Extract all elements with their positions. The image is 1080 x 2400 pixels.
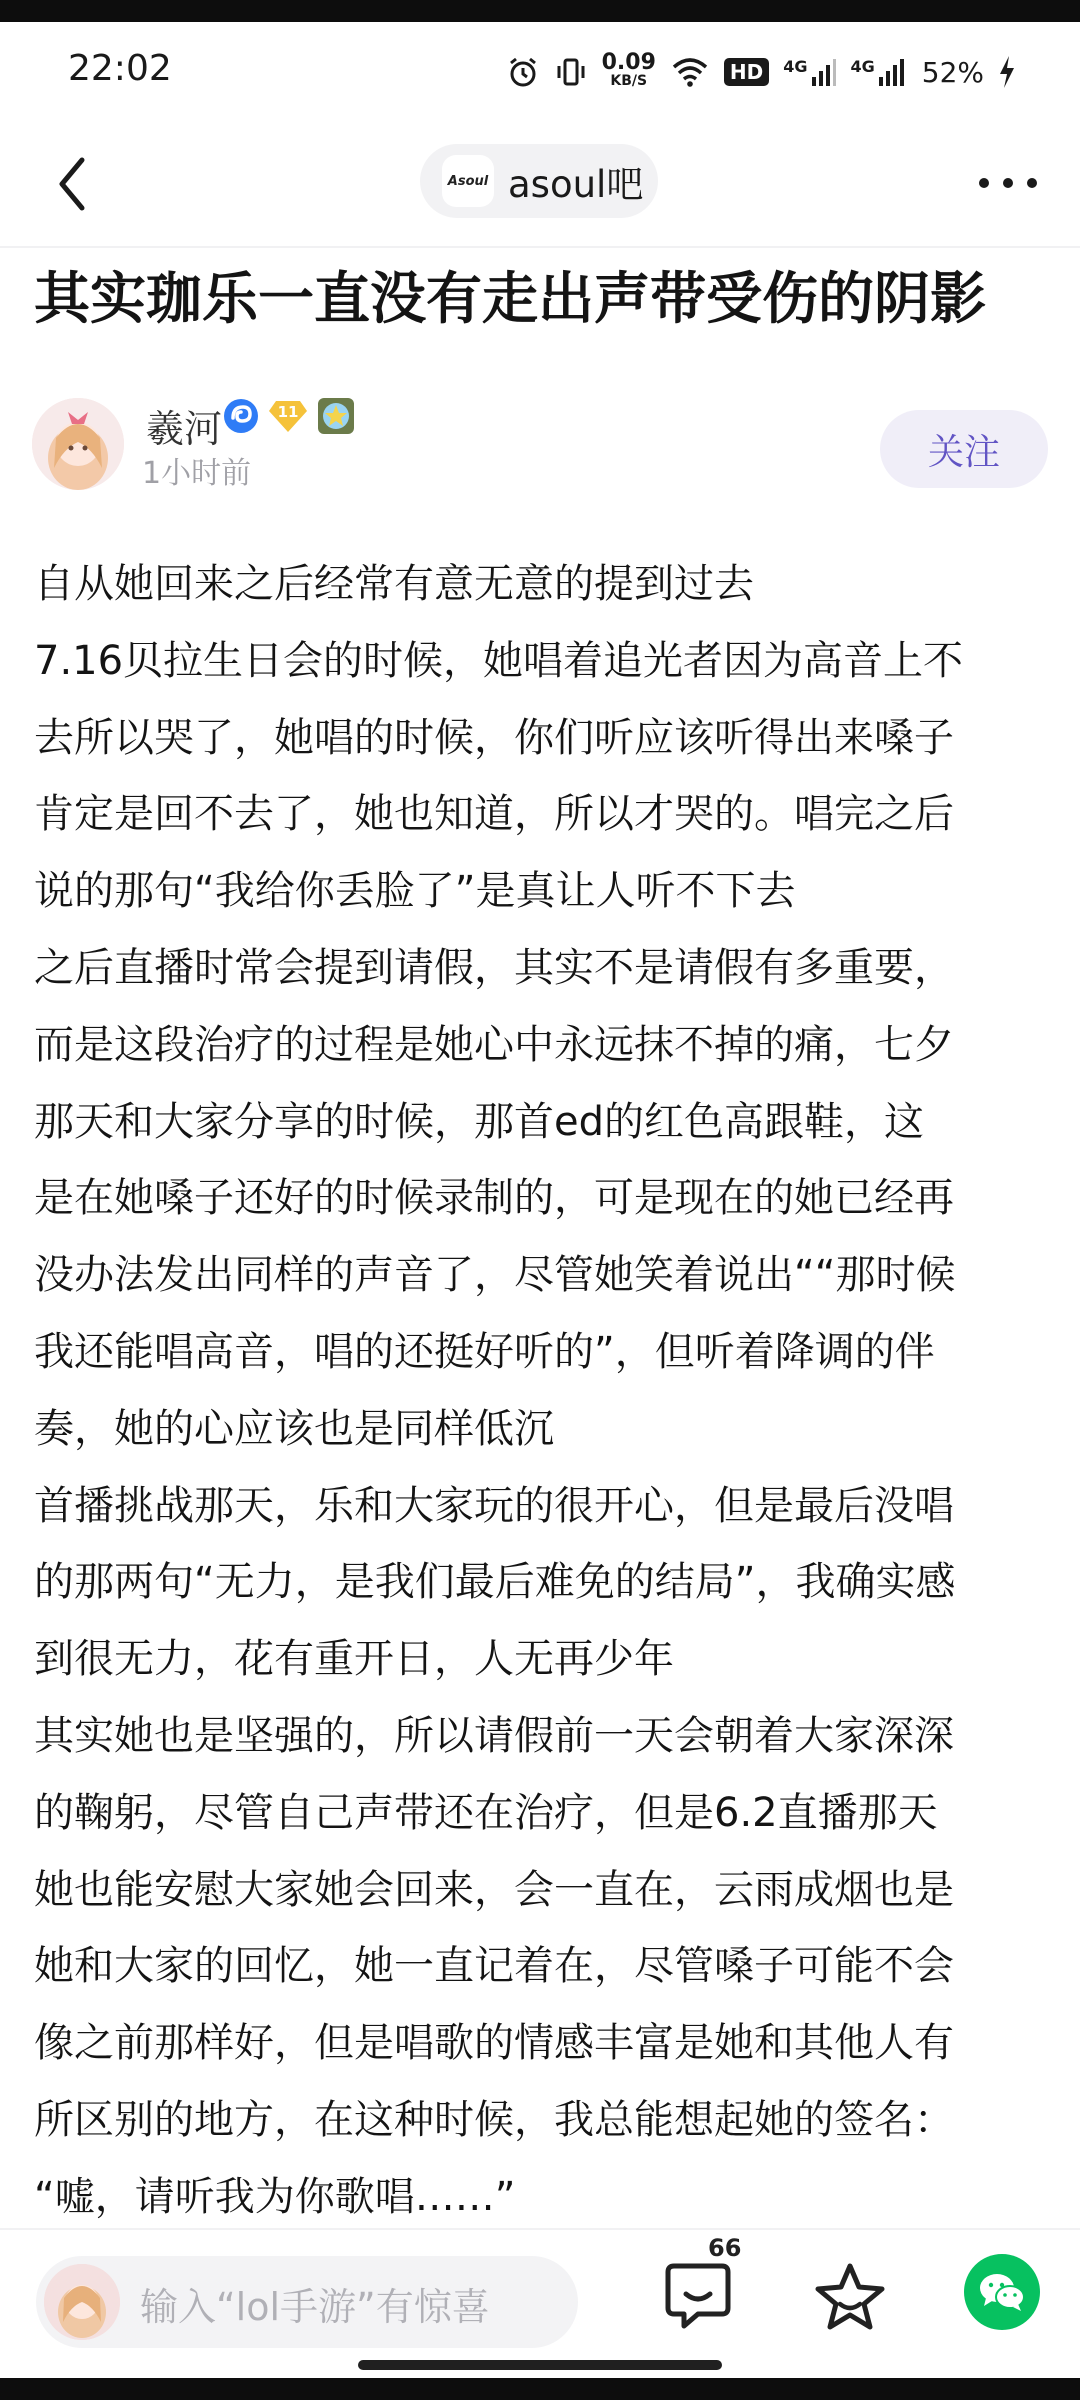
status-icons (506, 50, 1016, 94)
back-button[interactable] (40, 146, 104, 222)
content-line: 所区别的地方，在这种时候，我总能想起她的签名： (34, 2096, 954, 2143)
author-row (0, 390, 1080, 510)
forum-link[interactable] (420, 144, 658, 218)
follow-button[interactable]: 关注 (880, 410, 1048, 488)
content-line: “嘘，请听我为你歌唱……” (34, 2173, 516, 2220)
level-badge: 11 (268, 398, 308, 434)
wifi-icon (670, 55, 710, 89)
achievement-badge-icon (316, 396, 356, 436)
more-icon (978, 177, 1038, 189)
comment-icon[interactable] (664, 2260, 732, 2332)
content-line: 的鞠躬，尽管自己声带还在治疗，但是6.2直播那天 (34, 1789, 938, 1836)
wechat-icon (978, 2271, 1026, 2313)
content-line: 的那两句“无力，是我们最后难免的结局”，我确实感 (34, 1559, 956, 1606)
content-line: 我还能唱高音，唱的还挺好听的”，但听着降调的伴 (34, 1328, 935, 1375)
content-line: 到很无力，花有重开日，人无再少年 (34, 1636, 674, 1683)
content-line: 之后直播时常会提到请假，其实不是请假有多重要， (34, 944, 954, 991)
net-speed: 0.09 KB/S (601, 50, 656, 89)
comment-count: 66 (708, 2234, 742, 2262)
content-line: 那天和大家分享的时候，那首ed的红色高跟鞋，这 (34, 1098, 924, 1145)
author-name[interactable]: 羲河 (146, 407, 223, 451)
bottom-bar (0, 2228, 1080, 2380)
home-indicator[interactable] (358, 2360, 722, 2370)
signal-icon (878, 57, 908, 87)
content-line: 说的那句“我给你丢脸了”是真让人听不下去 (34, 868, 796, 915)
comment-input[interactable] (36, 2256, 578, 2348)
vibrate-icon (554, 55, 588, 89)
forum-name: asoul吧 (508, 163, 644, 206)
content-line: 没办法发出同样的声音了，尽管她笑着说出““那时候 (34, 1252, 956, 1299)
forum-logo: Asoul (442, 155, 494, 207)
signal-4g-1: 4G (783, 57, 836, 87)
battery-level: 52% (921, 55, 984, 89)
author-avatar[interactable] (32, 398, 124, 490)
author-badges (222, 396, 356, 436)
content-line: 她也能安慰大家她会回来，会一直在，云雨成烟也是 (34, 1866, 954, 1913)
content-line: 奏，她的心应该也是同样低沉 (34, 1405, 554, 1452)
alarm-icon (506, 55, 540, 89)
content-line: 肯定是回不去了，她也知道，所以才哭的。唱完之后 (34, 791, 954, 838)
post-content (34, 546, 1050, 2236)
user-avatar-image (44, 2264, 120, 2340)
post-time: 1小时前 (142, 456, 252, 491)
post-title: 其实珈乐一直没有走出声带受伤的阴影 (34, 267, 986, 332)
signal-icon (811, 57, 837, 87)
content-line: 去所以哭了，她唱的时候，你们听应该听得出来嗓子 (34, 714, 954, 761)
wechat-share-button[interactable] (964, 2254, 1040, 2330)
verified-swirl-icon (222, 397, 260, 435)
content-line: 7.16贝拉生日会的时候，她唱着追光者因为高音上不 (34, 637, 964, 684)
charging-icon (998, 55, 1016, 89)
comment-placeholder: 输入“lol手游”有惊喜 (140, 2285, 490, 2329)
content-line: 像之前那样好，但是唱歌的情感丰富是她和其他人有 (34, 2020, 954, 2067)
star-icon[interactable] (812, 2260, 888, 2336)
content-line: 首播挑战那天，乐和大家玩的很开心，但是最后没唱 (34, 1482, 954, 1529)
status-time: 22:02 (68, 48, 172, 89)
status-bar (0, 22, 1080, 122)
bottom-edge (0, 2378, 1080, 2400)
content-line: 其实她也是坚强的，所以请假前一天会朝着大家深深 (34, 1712, 954, 1759)
user-avatar (44, 2264, 120, 2340)
hd-badge: HD (724, 58, 769, 86)
content-line: 而是这段治疗的过程是她心中永远抹不掉的痛，七夕 (34, 1021, 954, 1068)
content-line: 她和大家的回忆，她一直记着在，尽管嗓子可能不会 (34, 1943, 954, 1990)
avatar-image (32, 398, 124, 490)
more-button[interactable] (972, 150, 1044, 216)
signal-4g-2: 4G (851, 57, 908, 87)
nav-bar (0, 122, 1080, 248)
top-edge (0, 0, 1080, 22)
content-line: 是在她嗓子还好的时候录制的，可是现在的她已经再 (34, 1175, 954, 1222)
back-icon (56, 156, 88, 212)
content-line: 自从她回来之后经常有意无意的提到过去 (34, 561, 754, 607)
